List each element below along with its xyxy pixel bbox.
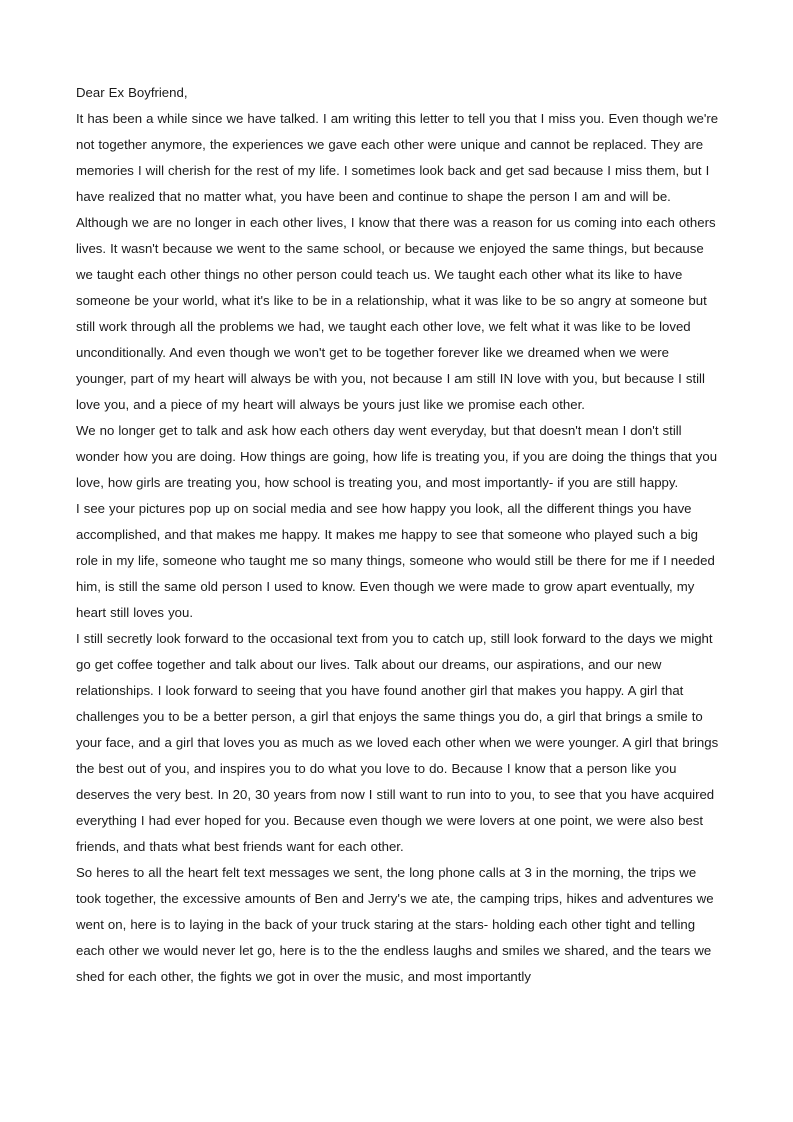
paragraph-4: I still secretly look forward to the occasional text from you to catch up, still look forward to the days we might go get coffee together and talk about our lives. Talk about our dreams, our aspirations, and our new relationships. I look forward to seeing that you have found another girl that makes you happy. A girl that challenges you to be a better person, a girl that enjoys the same things you do, a girl that brings a smile to your face, and a girl that loves you as much as we loved each other when we were younger. A girl that brings the best out of you, and inspires you to do what you love to do. Because I know that a person like you deserves the very best. In 20, 30 years from now I still want to run into to you, to see that you have acquired everything I had ever hoped for you. Because even though we were lovers at one point, we were also best friends, and thats what best friends want for each other. [76, 631, 719, 854]
paragraph-3: I see your pictures pop up on social media and see how happy you look, all the different things you have accomplished, and that makes me happy. It makes me happy to see that someone who played such a big role in my life, someone who taught me so many things, someone who would still be there for me if I needed him, is still the same old person I used to know. Even though we were made to grow apart eventually, my heart still loves you. [76, 501, 715, 620]
paragraph-5: So heres to all the heart felt text messages we sent, the long phone calls at 3 in the morning, the trips we took together, the excessive amounts of Ben and Jerry's we ate, the camping trips, hikes and adventures we went on, here is to laying in the back of your truck staring at the stars- holding each other tight and telling each other we would never let go, here is to the the endless laughs and smiles we shared, and the tears we shed for each other, the fights we got in over the music, and most importantly [76, 865, 714, 984]
letter-body [76, 80, 722, 990]
salutation: Dear Ex Boyfriend, [76, 85, 188, 100]
paragraph-1: It has been a while since we have talked. I am writing this letter to tell you that I miss you. Even though we're not together anymore, the experiences we gave each other were unique and cannot be replaced. They are memories I will cherish for the rest of my life. I sometimes look back and get sad because I miss them, but I have realized that no matter what, you have been and continue to shape the person I am and will be. Although we are no longer in each other lives, I know that there was a reason for us coming into each others lives. It wasn't because we went to the same school, or because we enjoyed the same things, but because we taught each other things no other person could teach us. We taught each other what its like to have someone be your world, what it's like to be in a relationship, what it was like to be so angry at someone but still work through all the problems we had, we taught each other love, we felt what it was like to be loved unconditionally. And even though we won't get to be together forever like we dreamed when we were younger, part of my heart will always be with you, not because I am still IN love with you, but because I still love you, and a piece of my heart will always be yours just like we promise each other. [76, 111, 719, 412]
paragraph-2: We no longer get to talk and ask how each others day went everyday, but that doesn't mean I don't still wonder how you are doing. How things are going, how life is treating you, if you are doing the things that you love, how girls are treating you, how school is treating you, and most importantly- if you are still happy. [76, 423, 718, 490]
